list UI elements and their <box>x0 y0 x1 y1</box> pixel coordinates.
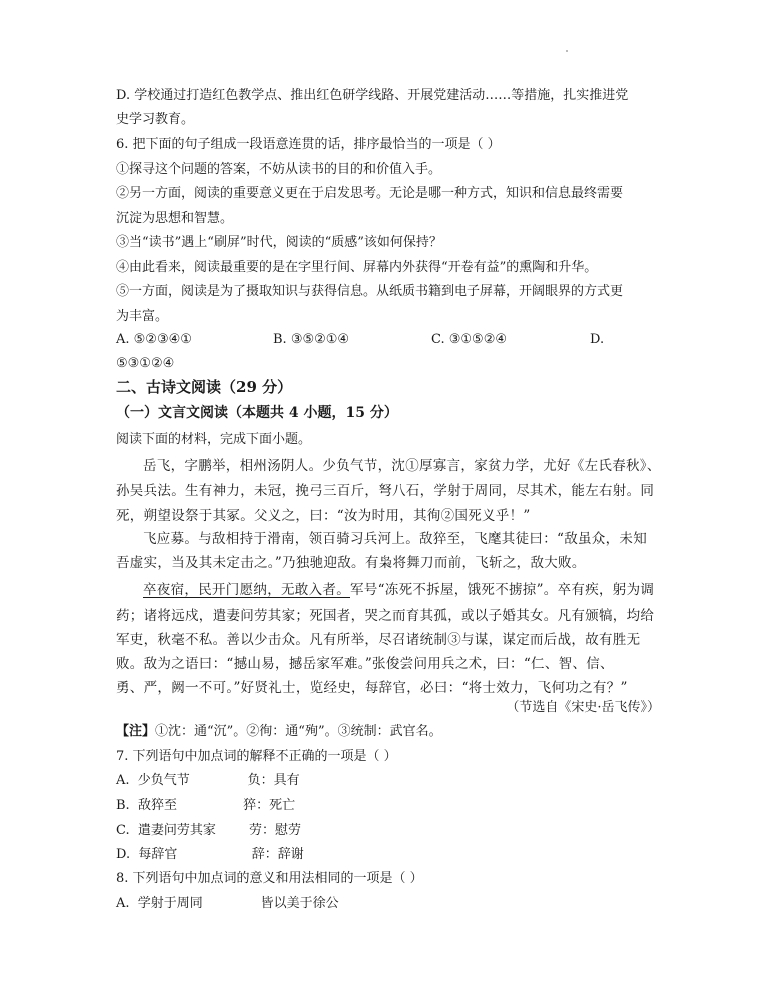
q6-sentence-1: ①探寻这个问题的答案，不妨从读书的目的和价值入手。 <box>116 162 442 177</box>
note <box>116 723 442 740</box>
passage-source: （节选自《宋史·岳飞传》） <box>506 700 660 715</box>
q7-option-b: B. 敌猝至 猝：死亡 <box>116 798 296 813</box>
q6-option-a: A. ⑤②③④① <box>116 332 192 347</box>
passage-p3-line1 <box>143 582 654 599</box>
section-title: 二、古诗文阅读（29 分） <box>116 378 293 396</box>
underlined-sentence: 卒夜宿，民开门愿纳，无敢入者。 <box>143 582 350 598</box>
q7-option-c: C. 遣妻问劳其家 劳：慰劳 <box>116 823 301 838</box>
passage-p2-line2: 吾虚实，当及其未定击之。”乃独驰迎敌。有枭将舞刀而前，飞斩之，敌大败。 <box>116 555 586 571</box>
passage-p3-line2: 药；诸将远戍，遣妻问劳其家；死国者，哭之而育其孤，或以子婚其女。凡有颁犒，均给 <box>116 608 655 624</box>
q6-sentence-2-line1: ②另一方面，阅读的重要意义更在于启发思考。无论是哪一种方式，知识和信息最终需要 <box>116 186 624 201</box>
q6-sentence-2-line2: 沉淀为思想和智慧。 <box>116 211 234 226</box>
note-text: ①沈：通“沉”。②徇：通“殉”。③统制：武官名。 <box>155 724 442 739</box>
q7-option-d: D. 每辞官 辞：辞谢 <box>116 847 304 862</box>
reading-instruction: 阅读下面的材料，完成下面小题。 <box>116 432 312 447</box>
passage-p1-line1: 岳飞，字鹏举，相州汤阴人。少负气节，沈①厚寡言，家贫力学，尤好《左氏春秋》、 <box>143 458 661 474</box>
passage-p2-line1: 飞应募。与敌相持于滑南，领百骑习兵河上。敌猝至，飞麾其徒曰：“敌虽众，未知 <box>143 531 648 547</box>
q7-stem: 7. 下列语句中加点词的解释不正确的一项是（ ） <box>116 749 397 764</box>
passage-p3-line1-rest: 军号“冻死不拆屋，饿死不掳掠”。卒有疾，躬为调 <box>350 582 655 598</box>
q5-option-d-line1: D. 学校通过打造红色教学点、推出红色研学线路、开展党建活动……等措施，扎实推进党 <box>116 88 629 103</box>
q6-sentence-5-line1: ⑤一方面，阅读是为了摄取知识与获得信息。从纸质书籍到电子屏幕，开阔眼界的方式更 <box>116 284 624 299</box>
q6-option-d-value: ⑤③①②④ <box>116 356 175 371</box>
q8-stem: 8. 下列语句中加点词的意义和用法相同的一项是（ ） <box>116 871 423 886</box>
q6-sentence-4: ④由此看来，阅读最重要的是在字里行间、屏幕内外获得“开卷有益”的熏陶和升华。 <box>116 260 598 275</box>
q6-sentence-3: ③当“读书”遇上“刷屏”时代，阅读的“质感”该如何保持？ <box>116 235 442 250</box>
q6-option-d: D. <box>590 332 605 347</box>
passage-p3-line4: 败。敌为之语曰：“撼山易，撼岳家军难。”张俊尝问用兵之术，曰：“仁、智、信、 <box>116 656 614 672</box>
q6-stem: 6. 把下面的句子组成一段语意连贯的话，排序最恰当的一项是（ ） <box>116 137 501 152</box>
note-label: 【注】 <box>116 724 156 739</box>
q6-option-c: C. ③①⑤②④ <box>431 332 508 347</box>
passage-p1-line2: 孙吴兵法。生有神力，未冠，挽弓三百斤，弩八石，学射于周同，尽其术，能左右射。同 <box>116 483 655 499</box>
passage-p3-line3: 军吏，秋毫不私。善以少击众。凡有所举，尽召诸统制③与谋，谋定而后战，故有胜无 <box>116 632 641 648</box>
page-mark <box>566 50 568 52</box>
q6-sentence-5-line2: 为丰富。 <box>116 309 169 324</box>
subsection-title: （一）文言文阅读（本题共 4 小题，15 分） <box>116 405 398 421</box>
q7-option-a: A. 少负气节 负：具有 <box>116 773 300 788</box>
passage-p1-line3: 死，朔望设祭于其冢。父义之，曰：“汝为时用，其徇②国死义乎！” <box>116 508 531 524</box>
q5-option-d-line2: 史学习教育。 <box>116 112 195 127</box>
q8-option-a: A. 学射于周同 皆以美于徐公 <box>116 896 339 911</box>
q6-option-b: B. ③⑤②①④ <box>273 332 350 347</box>
passage-p3-line5: 勇、严，阙一不可。”好贤礼士，览经史，每辞官，必曰：“将士效力，飞何功之有？” <box>116 680 628 696</box>
